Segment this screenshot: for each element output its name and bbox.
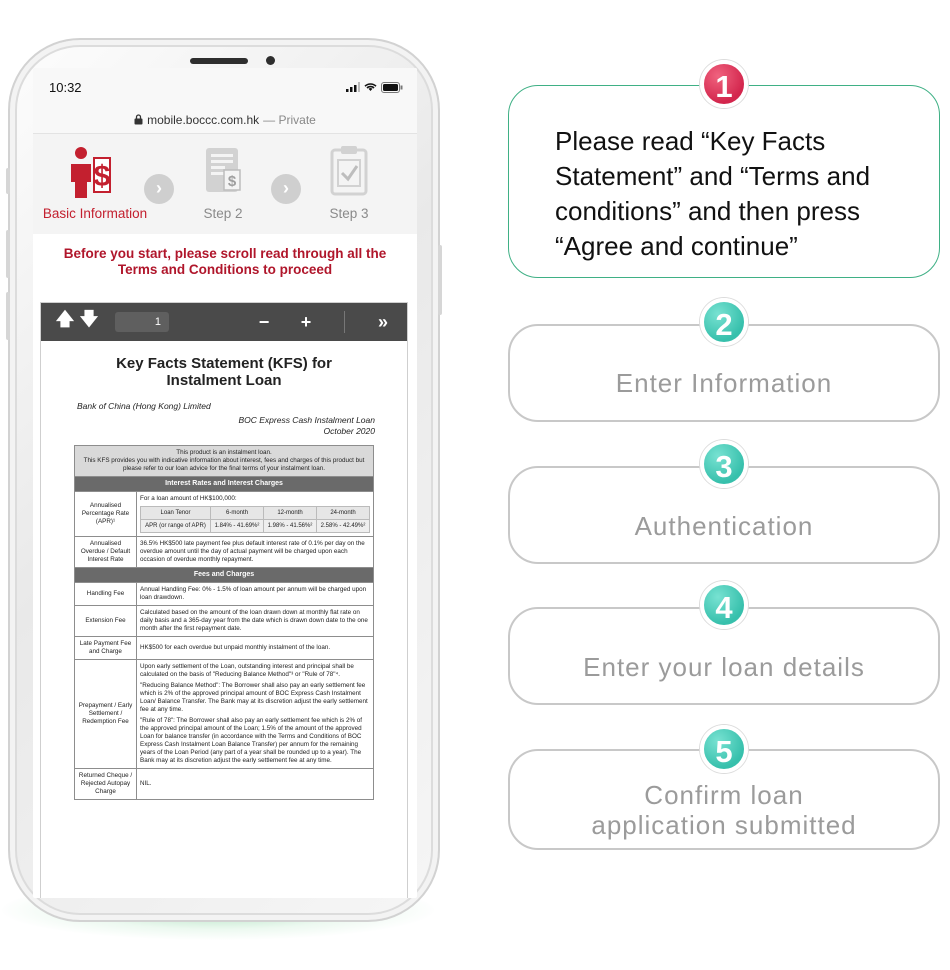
step-number-badge-1: 1 bbox=[700, 60, 748, 108]
row-label: Annualised Overdue / Default Interest Rate bbox=[75, 537, 137, 568]
zoom-in-button[interactable]: + bbox=[300, 311, 312, 332]
apr-table bbox=[140, 506, 370, 533]
section-header: Interest Rates and Interest Charges bbox=[75, 477, 374, 492]
phone-speaker bbox=[190, 58, 248, 64]
pdf-viewer[interactable] bbox=[40, 302, 408, 898]
url-text: mobile.boccc.com.hk bbox=[147, 112, 260, 127]
row-label: Late Payment Fee and Charge bbox=[75, 637, 137, 660]
chevron-right-icon: › bbox=[144, 174, 174, 204]
step-number-badge-5: 5 bbox=[700, 725, 748, 773]
apr-header: 6-month bbox=[211, 507, 264, 520]
kfs-document bbox=[41, 341, 407, 800]
flow-text-line: “Agree and continue” bbox=[555, 231, 798, 261]
volume-down-button bbox=[6, 292, 10, 340]
step-label: Step 2 bbox=[203, 206, 243, 221]
doc-bank-name: Bank of China (Hong Kong) Limited bbox=[77, 401, 211, 411]
apr-cell bbox=[137, 492, 374, 537]
flow-step-3-text: Authentication bbox=[634, 511, 814, 541]
flow-step-4-text: Enter your loan details bbox=[583, 652, 865, 682]
zoom-out-button[interactable]: − bbox=[258, 311, 270, 332]
money-person-icon bbox=[67, 144, 123, 200]
flow-text-line: Confirm loan bbox=[644, 780, 804, 810]
apr-value: 2.58% - 42.49%² bbox=[317, 520, 370, 533]
status-bar bbox=[33, 68, 417, 106]
step-number-badge-3: 3 bbox=[700, 440, 748, 488]
lock-icon bbox=[134, 114, 143, 125]
row-value: 36.5% HK$500 late payment fee plus default interest rate of 0.1% per day on the overdue amount until the day of actual payment will be charged upon each occasion of overdue monthly repayment. bbox=[137, 537, 374, 568]
flow-step-5-text bbox=[510, 780, 938, 840]
status-time: 10:32 bbox=[49, 79, 82, 95]
row-label: Handling Fee bbox=[75, 583, 137, 606]
scroll-notice: Before you start, please scroll read through all the Terms and Conditions to proceed bbox=[33, 234, 417, 286]
volume-up-button bbox=[6, 230, 10, 278]
document-money-icon bbox=[198, 144, 248, 200]
row-label: Prepayment / Early Settlement / Redemption Fee bbox=[75, 660, 137, 769]
flow-text-line: application submitted bbox=[591, 810, 857, 840]
pdf-toolbar bbox=[41, 303, 407, 341]
svg-text:$: $ bbox=[93, 160, 111, 193]
flow-step-2-text: Enter Information bbox=[615, 368, 833, 398]
doc-date: October 2020 bbox=[323, 426, 375, 436]
status-icons bbox=[346, 82, 403, 93]
step-number-badge-4: 4 bbox=[700, 581, 748, 629]
row-label: Annualised Percentage Rate (APR)¹ bbox=[75, 492, 137, 537]
row-value bbox=[137, 660, 374, 769]
doc-product bbox=[55, 415, 375, 437]
step-label: Basic Information bbox=[42, 206, 148, 221]
doc-title-line: Key Facts Statement (KFS) for bbox=[116, 355, 332, 372]
flow-step-1-text bbox=[555, 124, 870, 264]
battery-icon bbox=[381, 82, 403, 93]
pdf-toolbar-right bbox=[252, 311, 395, 333]
row-paragraph: "Rule of 78": The Borrower shall also pay an early settlement fee which is 2% of the approved principal amount of the Loan; 1.5% of the amount of the approved Loan for balance transfer (in accordance with the Terms and Conditions of BOC Express Cash Instalment Loan Balance Transfer) per annum for the remaining years of the Loan Period (any part of a year shall be rounded up to a year). The Bank may at its discretion adjust the early settlement fee at any time. bbox=[140, 717, 363, 764]
row-label: Extension Fee bbox=[75, 606, 137, 637]
apr-header: Loan Tenor bbox=[141, 507, 211, 520]
wifi-icon bbox=[364, 82, 377, 92]
apr-header: 24-month bbox=[317, 507, 370, 520]
row-paragraph: Upon early settlement of the Loan, outstanding interest and principal shall be calculated on the basis of "Reducing Balance Method"³ or "Rule of 78"⁴. bbox=[140, 663, 354, 678]
svg-text:$: $ bbox=[227, 173, 237, 190]
flow-text-line: conditions” and then press bbox=[555, 196, 860, 226]
kfs-table bbox=[74, 445, 374, 800]
url-private-label: — Private bbox=[263, 112, 316, 127]
expand-icon[interactable]: » bbox=[377, 311, 388, 332]
toolbar-divider bbox=[344, 311, 345, 333]
progress-steps bbox=[33, 134, 417, 234]
clipboard-check-icon bbox=[324, 144, 374, 200]
phone-screen bbox=[33, 68, 417, 898]
apr-intro: For a loan amount of HK$100,000: bbox=[140, 495, 237, 502]
step-2 bbox=[183, 144, 263, 221]
arrow-up-icon[interactable]: 🡅 bbox=[55, 309, 75, 329]
arrow-down-icon[interactable]: 🡇 bbox=[79, 309, 99, 329]
doc-title-line: Instalment Loan bbox=[166, 372, 282, 389]
power-button bbox=[438, 245, 442, 315]
apr-value: 1.84% - 41.69%² bbox=[211, 520, 264, 533]
row-value: Calculated based on the amount of the loan drawn down at monthly flat rate on daily basis and a 365-day year from the date which is drawn down date to the one month after the first repayment date. bbox=[137, 606, 374, 637]
signal-icon bbox=[346, 82, 360, 92]
apr-row-label: APR (or range of APR) bbox=[141, 520, 211, 533]
flow-text-line: Statement” and “Terms and bbox=[555, 161, 871, 191]
row-value: HK$500 for each overdue but unpaid monthly instalment of the loan. bbox=[137, 637, 374, 660]
kfs-intro-line: This KFS provides you with indicative information about interest, fees and charges of this product but please refer to our loan advice for the final terms of your instalment loan. bbox=[83, 457, 365, 472]
chevron-right-icon: › bbox=[271, 174, 301, 204]
apr-header: 12-month bbox=[264, 507, 317, 520]
mute-switch bbox=[6, 168, 10, 194]
step-label: Step 3 bbox=[329, 206, 369, 221]
phone-camera bbox=[266, 56, 275, 65]
step-3 bbox=[309, 144, 389, 221]
step-basic-information bbox=[37, 144, 153, 221]
row-label: Returned Cheque / Rejected Autopay Charge bbox=[75, 769, 137, 800]
kfs-intro bbox=[75, 446, 374, 477]
kfs-intro-line: This product is an instalment loan. bbox=[176, 449, 272, 456]
page-number-input[interactable]: 1 bbox=[115, 312, 169, 332]
apr-value: 1.98% - 41.56%² bbox=[264, 520, 317, 533]
flow-step-1-card bbox=[508, 85, 940, 278]
doc-product-name: BOC Express Cash Instalment Loan bbox=[238, 415, 375, 425]
row-paragraph: "Reducing Balance Method": The Borrower shall also pay an early settlement fee which is 2% of the approved principal amount of BOC Express Cash Instalment Loan/ Balance Transfer. The Bank may at its discretion adjust the early settlement fee at any time. bbox=[140, 682, 368, 713]
row-value: Annual Handling Fee: 0% - 1.5% of loan amount per annum will be charged upon loan drawdown. bbox=[137, 583, 374, 606]
row-value: NIL. bbox=[137, 769, 374, 800]
section-header: Fees and Charges bbox=[75, 568, 374, 583]
step-number-badge-2: 2 bbox=[700, 298, 748, 346]
flow-text-line: Please read “Key Facts bbox=[555, 126, 826, 156]
doc-title bbox=[55, 355, 393, 389]
browser-url-bar[interactable] bbox=[33, 106, 417, 134]
